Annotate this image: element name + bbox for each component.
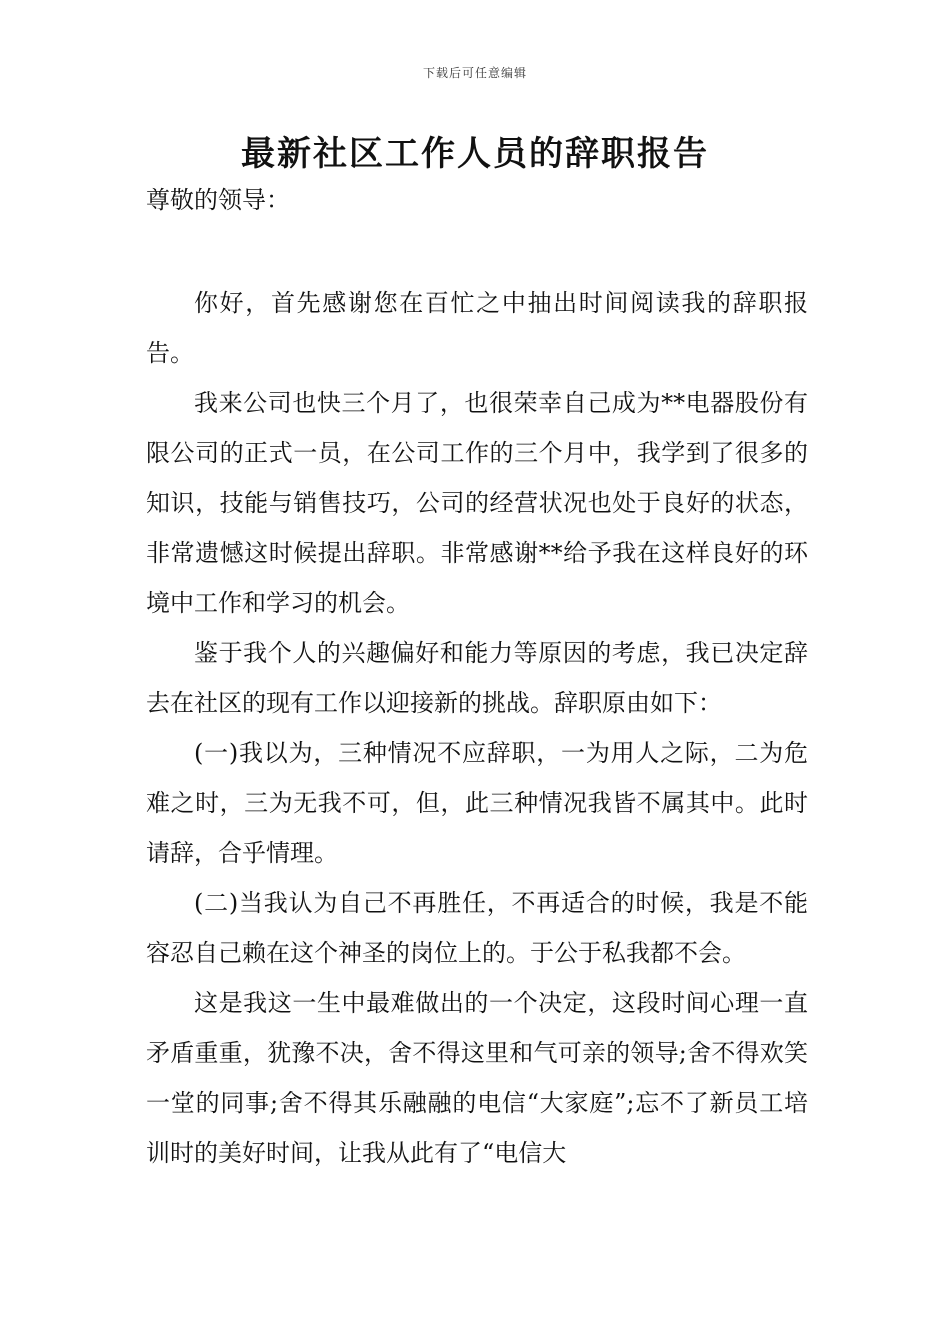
document-title: 最新社区工作人员的辞职报告 [241, 134, 709, 174]
paragraph: 鉴于我个人的兴趣偏好和能力等原因的考虑，我已决定辞去在社区的现有工作以迎接新的挑战。辞职原由如下： [146, 639, 808, 717]
document-body [146, 278, 808, 1178]
header-note: 下载后可任意编辑 [422, 66, 527, 80]
paragraph: 这是我这一生中最难做出的一个决定，这段时间心理一直矛盾重重，犹豫不决，舍不得这里和气可亲的领导;舍不得欢笑一堂的同事;舍不得其乐融融的电信“大家庭”;忘不了新员工培训时的美好时间，让我从此有了“电信大 [146, 989, 808, 1167]
paragraph: 我来公司也快三个月了，也很荣幸自己成为**电器股份有限公司的正式一员，在公司工作的三个月中，我学到了很多的知识，技能与销售技巧，公司的经营状况也处于良好的状态，非常遗憾这时候提出辞职。非常感谢**给予我在这样良好的环境中工作和学习的机会。 [146, 389, 808, 617]
paragraph: 你好，首先感谢您在百忙之中抽出时间阅读我的辞职报告。 [146, 289, 808, 367]
paragraph: (一)我以为，三种情况不应辞职，一为用人之际，二为危难之时，三为无我不可，但，此三种情况我皆不属其中。此时请辞，合乎情理。 [146, 739, 808, 867]
salutation: 尊敬的领导： [146, 186, 290, 214]
paragraph: (二)当我认为自己不再胜任，不再适合的时候，我是不能容忍自己赖在这个神圣的岗位上的。于公于私我都不会。 [146, 889, 808, 967]
